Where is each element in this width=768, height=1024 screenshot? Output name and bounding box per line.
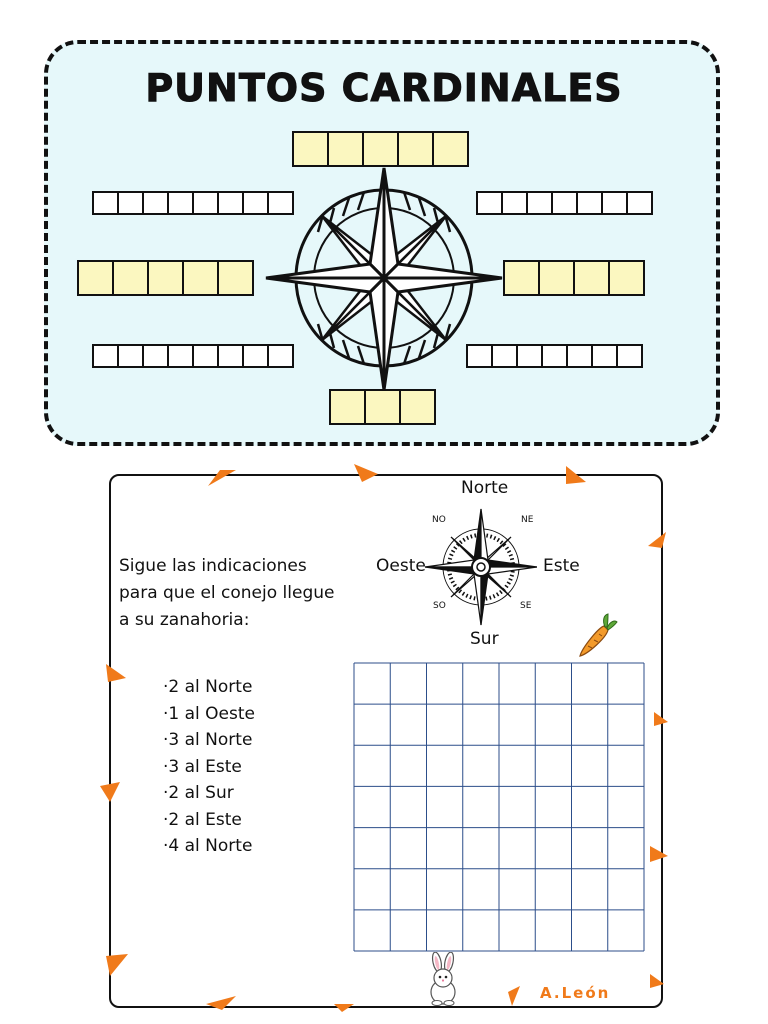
list-item: ·2 al Este	[163, 809, 242, 830]
author-signature: A.León	[540, 984, 611, 1002]
list-item: ·4 al Norte	[163, 836, 253, 856]
list-item: ·2 al Sur	[163, 783, 234, 803]
label-north: Norte	[461, 478, 509, 498]
label-east: Este	[543, 556, 580, 576]
label-southwest: SO	[433, 601, 446, 611]
label-west: Oeste	[376, 556, 426, 576]
label-northeast: NE	[521, 515, 534, 525]
list-item: ·3 al Este	[163, 756, 242, 777]
label-northwest: NO	[432, 515, 446, 525]
instructions-text: Sigue las indicaciones para que el conejo llegue a su zanahoria:	[119, 556, 335, 630]
list-item: ·1 al Oeste	[163, 703, 255, 724]
list-item: ·2 al Norte	[163, 677, 253, 697]
label-south: Sur	[470, 629, 499, 649]
list-item: ·3 al Norte	[163, 730, 253, 750]
page-title: PUNTOS CARDINALES	[145, 66, 623, 110]
label-southeast: SE	[520, 601, 532, 611]
